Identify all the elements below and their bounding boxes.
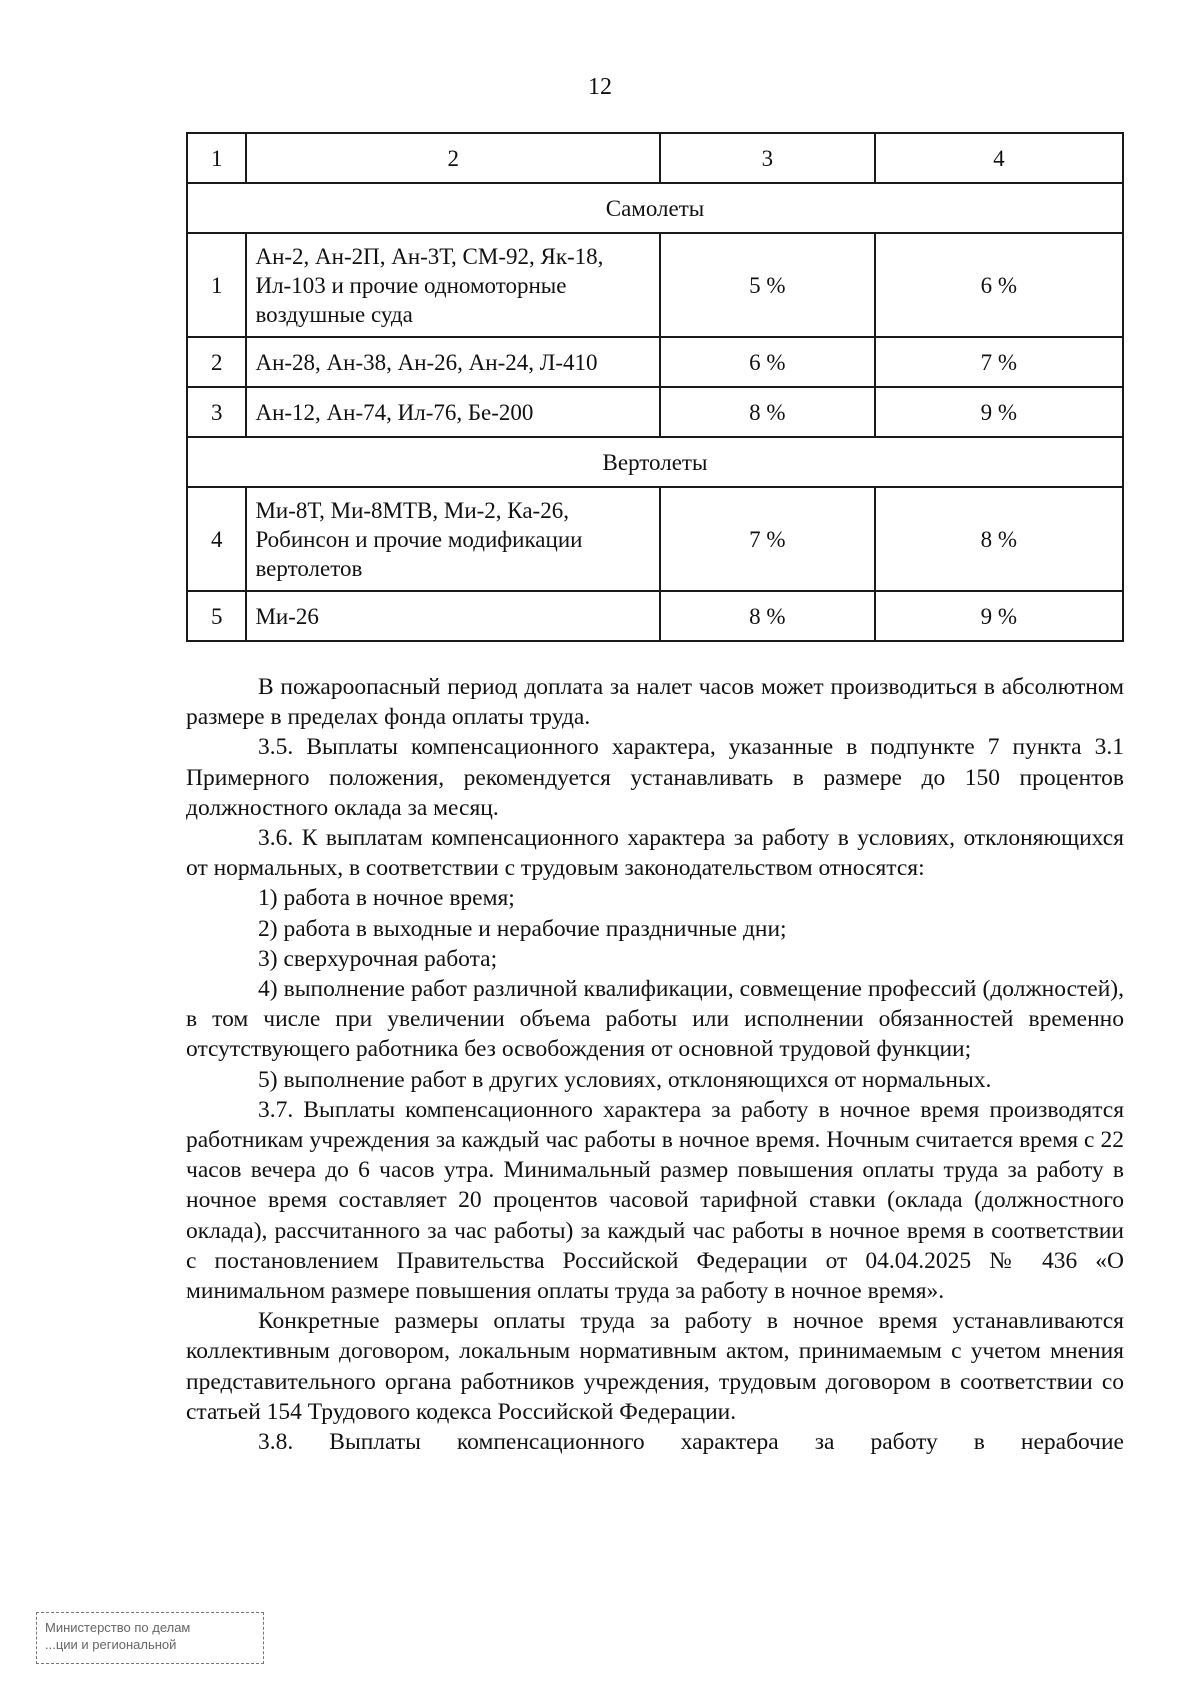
rate-col4: 9 % [875,591,1123,641]
document-body [186,672,1124,1457]
table-row [187,233,1123,337]
page-number: 12 [588,74,612,100]
aircraft-types-line: Робинсон и прочие модификации [255,526,583,552]
rate-col4: 7 % [875,337,1123,387]
list-item: 5) выполнение работ в других условиях, отклоняющихся от нормальных. [258,1066,992,1093]
registration-stamp [36,1612,264,1664]
table-row [187,387,1123,437]
header-cell-3: 3 [660,133,875,183]
aircraft-types-line: Ми-8Т, Ми-8МТВ, Ми-2, Ка-26, [255,497,569,523]
aircraft-types: Ми-26 [246,591,659,641]
row-number: 5 [187,591,246,641]
header-cell-4: 4 [875,133,1123,183]
rate-col3: 8 % [660,387,875,437]
header-cell-1: 1 [187,133,246,183]
section-row-helicopters [187,437,1123,487]
stamp-line: ...ции и региональной [45,1637,177,1652]
table-row [187,337,1123,387]
section-title-helicopters: Вертолеты [187,437,1123,487]
table-header-row [187,133,1123,183]
header-cell-2: 2 [246,133,659,183]
rate-col3: 8 % [660,591,875,641]
rate-col4: 8 % [875,487,1123,591]
paragraph-3-8: 3.8. Выплаты компенсационного характера за работу в нерабочие [258,1429,1124,1456]
list-item: 4) выполнение работ различной квалификации, совмещение профессий (должностей), в том числе при увеличении объема работы или исполнении обязанностей временно отсутствующего работника без освобождения от основной трудовой функции; [186,976,1124,1063]
paragraph-3-7: 3.7. Выплаты компенсационного характера за работу в ночное время производятся работникам учреждения за каждый час работы в ночное время. Ночным считается время с 22 часов вечера до 6 часов утра. Минимальный размер повышения оплаты труда за работу в ночное время составляет 20 процентов часовой тарифной ставки (оклада (должностного оклада), рассчитанного за час работы) за каждый час работы в ночное время в соответствии с постановлением Правительства Российской Федерации от 04.04.2025 № 436 «О минимальном размере повышения оплаты труда за работу в ночное время». [186,1096,1124,1305]
paragraph-3-6: 3.6. К выплатам компенсационного характера за работу в условиях, отклоняющихся от нормальных, в соответствии с трудовым законодательством относятся: [186,825,1124,882]
list-item: 3) сверхурочная работа; [258,945,498,972]
rate-col3: 5 % [660,233,875,337]
surcharge-table [186,132,1124,642]
rate-col3: 6 % [660,337,875,387]
list-item: 2) работа в выходные и нерабочие праздничные дни; [258,915,787,942]
stamp-line: Министерство по делам [45,1620,191,1635]
aircraft-types [246,233,659,337]
row-number: 4 [187,487,246,591]
row-number: 2 [187,337,246,387]
section-row-planes [187,183,1123,233]
table-row [187,487,1123,591]
aircraft-types: Ан-28, Ан-38, Ан-26, Ан-24, Л-410 [246,337,659,387]
paragraph: Конкретные размеры оплаты труда за работу в ночное время устанавливаются коллективным договором, локальным нормативным актом, принимаемым с учетом мнения представительного органа работников учреждения, трудовым договором в соответствии со статьей 154 Трудового кодекса Российской Федерации. [186,1308,1124,1425]
rate-col4: 9 % [875,387,1123,437]
rate-col4: 6 % [875,233,1123,337]
row-number: 1 [187,233,246,337]
aircraft-types [246,487,659,591]
aircraft-types-line: вертолетов [255,555,363,581]
rate-col3: 7 % [660,487,875,591]
section-title-planes: Самолеты [187,183,1123,233]
aircraft-types: Ан-12, Ан-74, Ил-76, Бе-200 [246,387,659,437]
paragraph: В пожароопасный период доплата за налет часов может производиться в абсолютном размере в пределах фонда оплаты труда. [186,674,1124,731]
aircraft-types-line: Ан-2, Ан-2П, Ан-3Т, СМ-92, Як-18, [255,243,604,269]
table-row [187,591,1123,641]
list-item: 1) работа в ночное время; [258,885,515,912]
aircraft-types-line: Ил-103 и прочие одномоторные [255,272,567,298]
row-number: 3 [187,387,246,437]
aircraft-types-line: воздушные суда [255,301,413,327]
paragraph-3-5: 3.5. Выплаты компенсационного характера, указанные в подпункте 7 пункта 3.1 Примерного положения, рекомендуется устанавливать в размере до 150 процентов должностного оклада за месяц. [186,734,1124,821]
